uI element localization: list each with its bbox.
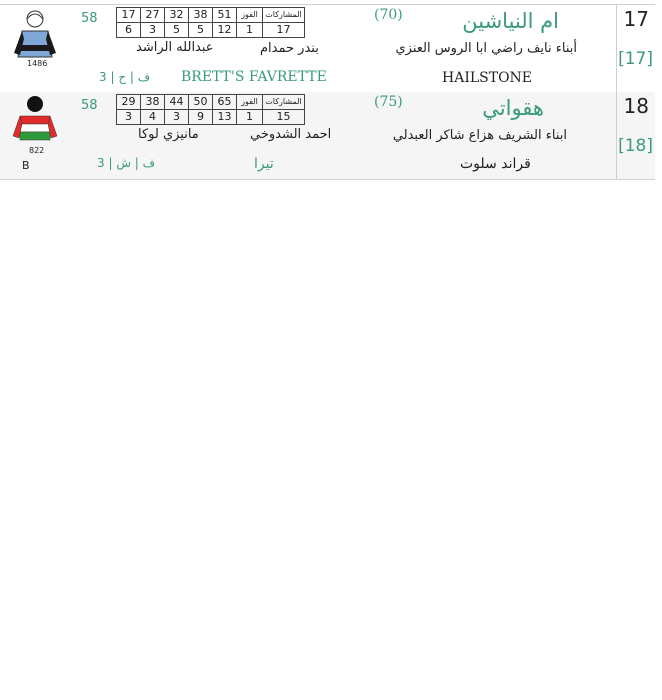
stat-cell: 27 <box>141 8 165 23</box>
stat-cell: 13 <box>213 110 237 125</box>
stat-cell: 17 <box>117 8 141 23</box>
stat-cell: 5 <box>189 23 213 38</box>
flags: ف | ش | 3 <box>97 156 156 170</box>
runner-row-17 <box>0 4 655 94</box>
sire: تيرا <box>254 156 274 172</box>
starts-value: 15 <box>263 110 305 125</box>
draw-number: [18] <box>618 136 653 156</box>
stat-cell: 3 <box>165 110 189 125</box>
silk-code: 822 <box>29 146 45 155</box>
number-column <box>616 92 655 179</box>
stat-cell: 32 <box>165 8 189 23</box>
starts-header: المشاركات <box>263 95 305 110</box>
stat-cell: 12 <box>213 23 237 38</box>
runner-row-18 <box>0 92 655 180</box>
stat-cell: 38 <box>189 8 213 23</box>
jockey-silks-icon <box>12 94 58 154</box>
stat-cell: 5 <box>165 23 189 38</box>
owner: أبناء نايف راضي ابا الروس العنزي <box>395 41 577 56</box>
rating: (70) <box>374 7 403 23</box>
jockey[interactable]: احمد الشدوخي <box>250 127 332 142</box>
wins-value: 1 <box>237 110 263 125</box>
weight: 58 <box>81 11 98 26</box>
jockey[interactable]: بندر حمدام <box>260 41 319 56</box>
draw-number: [17] <box>618 49 653 69</box>
horse-number: 17 <box>623 7 649 31</box>
sire: BRETT'S FAVRETTE <box>181 69 327 85</box>
stats-table <box>116 94 305 125</box>
pedigree: قراند سلوت <box>460 156 531 172</box>
horse-number: 18 <box>623 94 649 118</box>
stat-cell: 3 <box>141 23 165 38</box>
flags: ف | ح | 3 <box>99 70 151 84</box>
pedigree: HAILSTONE <box>442 70 533 86</box>
stat-cell: 44 <box>165 95 189 110</box>
horse-name[interactable]: هقواتي <box>482 96 544 120</box>
wins-value: 1 <box>237 23 263 38</box>
stat-cell: 9 <box>189 110 213 125</box>
wins-header: الفوز <box>237 8 263 23</box>
horse-name[interactable]: ام النياشين <box>462 9 559 33</box>
stat-cell: 38 <box>141 95 165 110</box>
rating: (75) <box>374 94 403 110</box>
stat-cell: 29 <box>117 95 141 110</box>
silk-code: 1486 <box>27 59 48 68</box>
weight: 58 <box>81 98 98 113</box>
stat-cell: 3 <box>117 110 141 125</box>
trainer[interactable]: مانيزي لوكا <box>138 127 199 142</box>
starts-header: المشاركات <box>263 8 305 23</box>
trainer[interactable]: عبدالله الراشد <box>136 40 214 55</box>
stat-cell: 6 <box>117 23 141 38</box>
wins-header: الفوز <box>237 95 263 110</box>
starts-value: 17 <box>263 23 305 38</box>
stat-cell: 51 <box>213 8 237 23</box>
stat-cell: 4 <box>141 110 165 125</box>
silk-extra: B <box>22 159 30 172</box>
number-column <box>616 5 655 93</box>
owner: ابناء الشريف هزاع شاكر العبدلي <box>392 128 567 143</box>
stats-table <box>116 7 305 38</box>
stat-cell: 65 <box>213 95 237 110</box>
stat-cell: 50 <box>189 95 213 110</box>
